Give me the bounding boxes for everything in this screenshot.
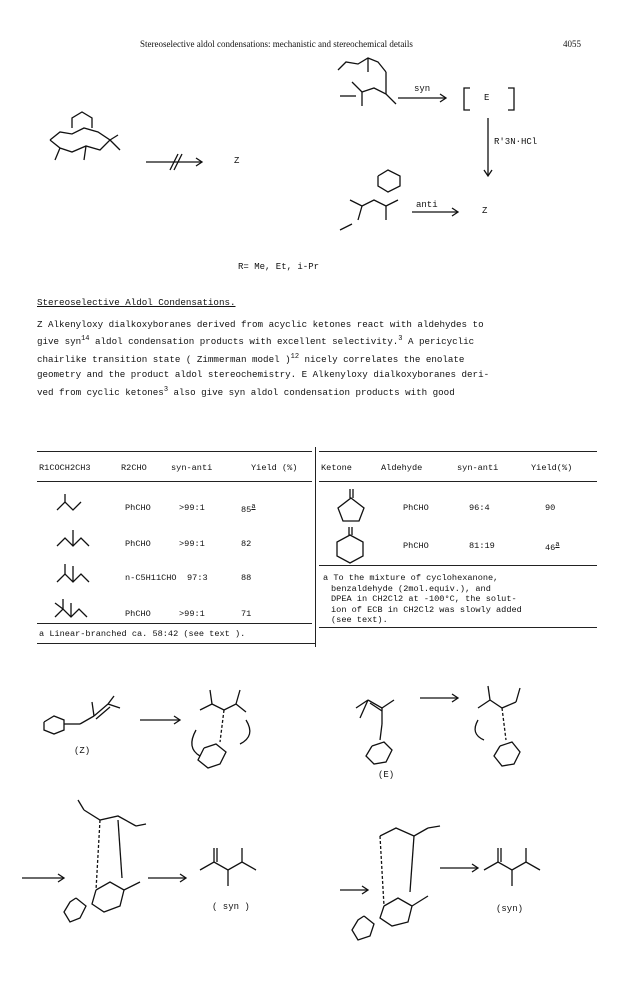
header-syn-anti-cyclic: syn-anti [457,463,499,473]
table-row: n-C5H11CHO [125,573,177,583]
ketone-structure-1 [55,494,85,514]
left-chair-ts [64,800,146,922]
scheme-anti-label: anti [416,200,438,210]
ketone-structure-4 [51,599,91,623]
left-chair-structure [50,112,120,160]
lower-mechanism-scheme [0,660,623,960]
header-yield-cyclic: Yield(%) [531,463,573,473]
e-transition-structure [475,686,520,766]
header-aldehyde-cyclic: Aldehyde [381,463,423,473]
section-heading: Stereoselective Aldol Condensations. [37,297,236,308]
e-enolate-structure [356,700,394,764]
table-row: PhCHO [403,503,429,513]
bottom-chair-structure [340,170,400,230]
header-aldehyde: R2CHO [121,463,147,473]
table-right-footnote: a To the mixture of cyclohexanone, benzaldehyde (2mol.equiv.), and DPEA in CH2Cl2 at -100°C, the solut- ion of ECB in CH2Cl2 was slowly added (see text). [323,573,522,625]
scheme-product-z-2: Z [482,206,488,216]
ketone-structure-2 [55,530,91,550]
body-paragraph: Z Alkenyloxy dialkoxyboranes derived from acyclic ketones react with aldehydes to give syn$^{14}$ aldol condensation products with excellent selectivity.$^3$ A pericyclic chairlike transition state ( Zimmerman model )$^{12}$ nicely correlates the enolate geometry and the product aldol stereochemistry. E Alkenyloxy dialkoxyboranes deri- ved from cyclic ketones$^3$ also give syn aldol condensation products with good [37,318,490,398]
cyclopentanone-structure [333,487,367,523]
syn-product-left-label: ( syn ) [212,902,250,912]
ketone-structure-3 [55,564,91,586]
table-row: PhCHO [125,503,151,513]
body-text [37,295,597,400]
top-chair-structure [338,58,396,106]
z-enolate-structure [44,696,120,734]
scheme-reagent: R'3N·HCl [494,137,538,147]
scheme-r-definition: R= Me, Et, i-Pr [238,262,320,272]
scheme-syn-label: syn [414,84,431,94]
table-row: PhCHO [125,609,151,619]
scheme-product-z-1: Z [234,156,240,166]
right-chair-ts [352,826,440,940]
page-number: 4055 [563,39,581,49]
running-title: Stereoselective aldol condensations: mechanistic and stereochemical details [140,39,413,49]
table-row: PhCHO [403,541,429,551]
syn-product-right-label: (syn) [496,904,524,914]
z-enolate-label: (Z) [74,746,91,756]
scheme-bracket-e: E [484,93,490,103]
tables-region: R1COCH2CH3 R2CHO syn-anti Yield (%) PhCHO >99:1 85$^a$ PhCHO >99:1 82 n-C5H11CHO 97:3 88 PhCHO >99:1 71 a Linear-branched ca. 58:42 (see text ). Ketone Aldehyde syn-anti Yield(%) PhCHO 96:4 90 PhCHO 81:19 46$^a$ a To the mixture of cyclohexanone, benzaldehyde (2mol.equiv.), and DPEA in CH2Cl2 at -100°C, the solut- ion of ECB in CH2Cl2 was slowly added (see text). [37,447,597,647]
table-left-footnote: a Linear-branched ca. 58:42 (see text ). [39,629,246,639]
header-syn-anti: syn-anti [171,463,213,473]
header-ketone-cyclic: Ketone [321,463,352,473]
syn-aldol-right [484,848,540,886]
syn-aldol-left [200,848,256,886]
upper-reaction-scheme [0,0,623,300]
table-row: PhCHO [125,539,151,549]
table-divider [315,447,316,647]
header-yield: Yield (%) [251,463,298,473]
cyclohexanone-structure [333,525,367,565]
header-ketone: R1COCH2CH3 [39,463,91,473]
e-enolate-label: (E) [378,770,395,780]
z-transition-structure [192,690,250,768]
